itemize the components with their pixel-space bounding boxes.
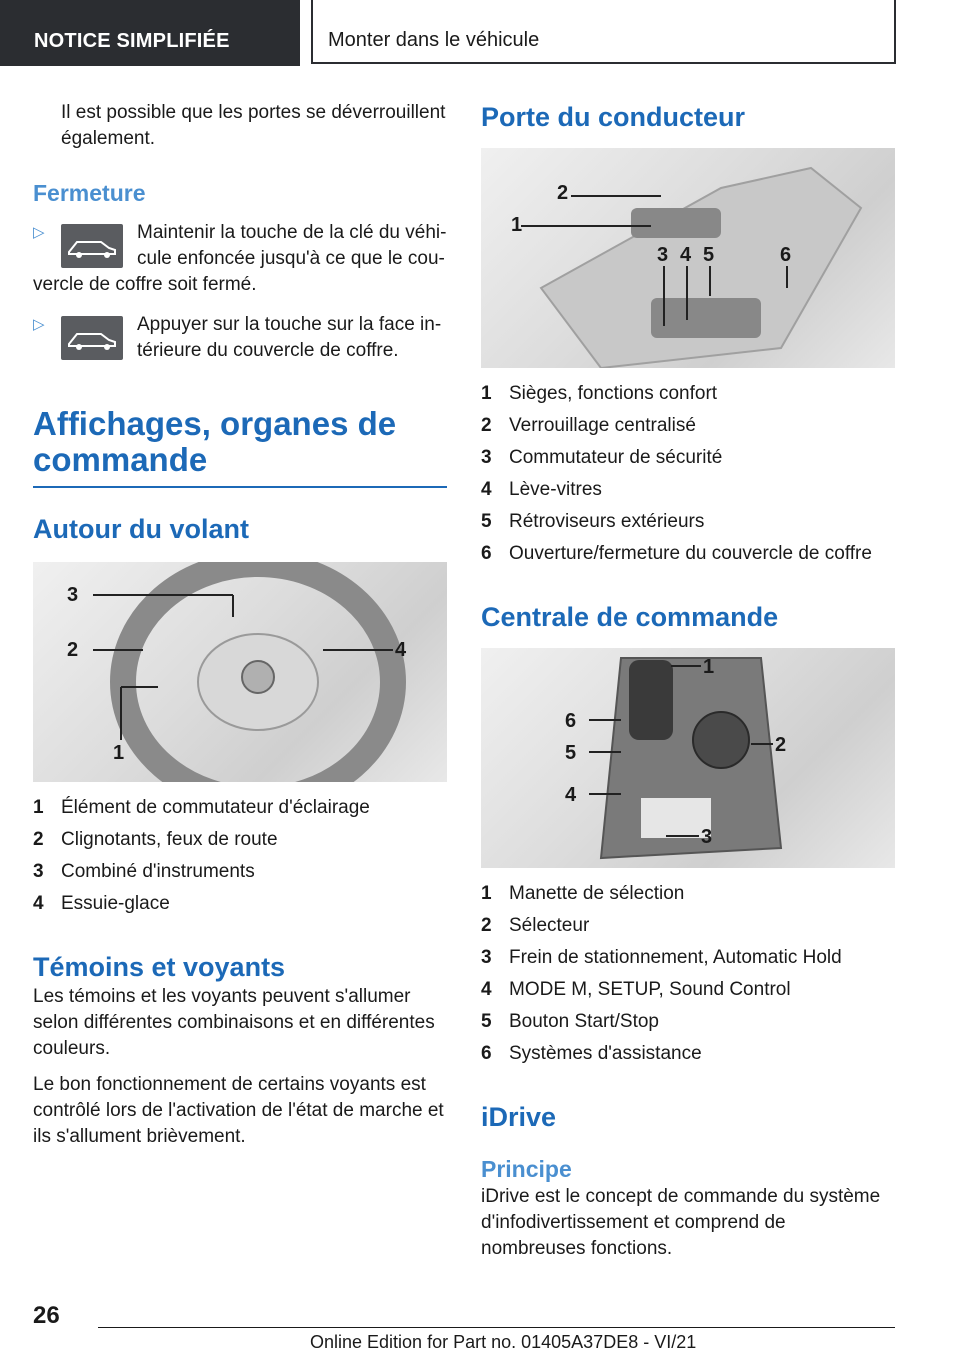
centrale-heading: Centrale de commande [481,602,779,632]
fig-callout-2: 2 [775,734,787,756]
list-item: 4 Lève-vitres [481,479,602,500]
intro-text: Il est possible que les portes se déverrouillent également. [61,102,446,149]
list-item: 4 MODE M, SETUP, Sound Control [481,979,791,1000]
list-item: 6 Ouverture/fermeture du couvercle de coffre [481,543,872,564]
fermeture-heading: Fermeture [33,180,146,206]
fig-callout-1: 1 [511,214,523,236]
list-item: 2 Verrouillage centralisé [481,415,696,436]
section-title-line-2: commande [33,441,208,478]
edition-note: Online Edition for Part no. 01405A37DE8 - VI/21 [310,1332,697,1352]
step-2-line-b: térieure du couvercle de coffre. [137,340,399,361]
fig-callout-2: 2 [557,182,569,204]
chapter-tab: Monter dans le véhicule [311,0,896,64]
list-item: 3 Combiné d'instruments [33,861,255,882]
principe-heading: Principe [481,1156,572,1182]
volant-list [33,792,447,920]
list-item: 1 Manette de sélection [481,883,685,904]
driver-door-figure [481,148,895,368]
footer-divider [98,1327,895,1328]
trunk-close-icon [61,316,123,360]
list-item: 6 Systèmes d'assistance [481,1043,702,1064]
fig-callout-3: 3 [67,584,79,606]
centrale-list [481,878,895,1070]
section-tab: NOTICE SIMPLIFIÉE [0,0,300,66]
step-1-line-b: cule enfoncée jusqu'à ce que le cou- [137,248,445,269]
list-item: 2 Sélecteur [481,915,590,936]
porte-heading: Porte du conducteur [481,102,746,132]
fig-callout-4: 4 [565,784,577,806]
page-header [0,0,960,66]
fig-callout-4: 4 [395,639,407,661]
volant-heading: Autour du volant [33,514,249,544]
porte-list [481,378,895,570]
bullet-triangle-icon: ▷ [33,316,45,333]
list-item: 1 Élément de commutateur d'éclairage [33,797,370,818]
fig-callout-1: 1 [703,656,715,678]
left-column [33,100,447,1150]
section-rule [33,486,447,488]
temoins-paragraph-1: Les témoins et les voyants peuvent s'allumer selon différentes combinaisons et en différentes couleurs. [33,986,435,1059]
list-item: 2 Clignotants, feux de route [33,829,278,850]
fig-callout-5: 5 [565,742,577,764]
section-title [33,406,447,478]
fig-callout-6: 6 [565,710,577,732]
list-item: 3 Commutateur de sécurité [481,447,723,468]
fig-callout-3: 3 [657,244,669,266]
steering-wheel-figure [33,562,447,782]
fig-callout-5: 5 [703,244,715,266]
fig-callout-4: 4 [680,244,692,266]
fermeture-step-1 [33,220,447,298]
principe-paragraph: iDrive est le concept de commande du système d'infodivertissement et comprend de nombreuses fonctions. [481,1186,881,1259]
page-number: 26 [33,1302,60,1329]
fig-callout-2: 2 [67,639,79,661]
temoins-heading: Témoins et voyants [33,952,286,982]
list-item: 1 Sièges, fonctions confort [481,383,718,404]
section-title-line-1: Affichages, organes de [33,405,397,442]
right-column [481,100,895,1262]
bullet-triangle-icon: ▷ [33,224,45,241]
fig-callout-1: 1 [113,742,125,764]
step-1-line-c: vercle de coffre soit fermé. [33,274,257,295]
fermeture-step-2 [33,312,447,368]
center-console-figure [481,648,895,868]
list-item: 5 Bouton Start/Stop [481,1011,659,1032]
idrive-heading: iDrive [481,1102,557,1132]
fig-callout-6: 6 [780,244,792,266]
list-item: 3 Frein de stationnement, Automatic Hold [481,947,842,968]
temoins-paragraph-2: Le bon fonctionnement de certains voyants est contrôlé lors de l'activation de l'état de marche et ils s'allument brièvement. [33,1074,444,1147]
step-2-line-a: Appuyer sur la touche sur la face in- [137,314,442,335]
fig-callout-3: 3 [701,826,713,848]
step-1-line-a: Maintenir la touche de la clé du véhi- [137,222,447,243]
list-item: 4 Essuie-glace [33,893,170,914]
list-item: 5 Rétroviseurs extérieurs [481,511,705,532]
trunk-close-icon [61,224,123,268]
